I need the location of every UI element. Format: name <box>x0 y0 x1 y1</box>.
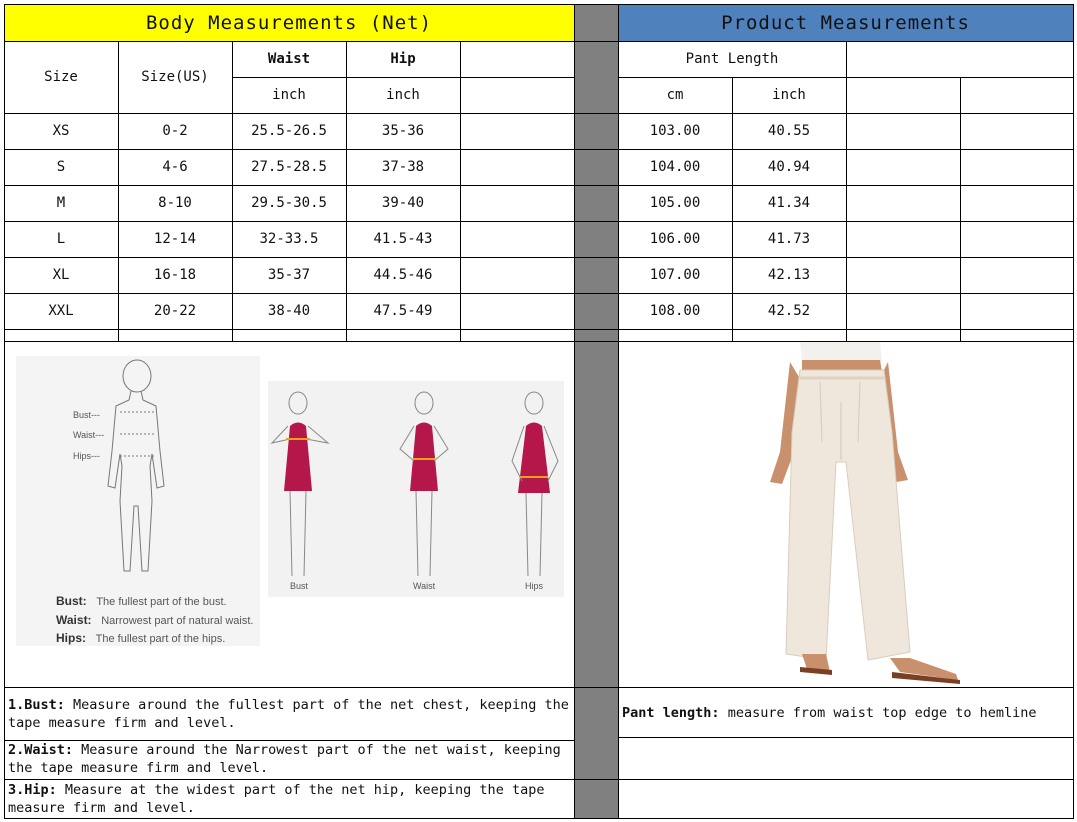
table-cell-cm: 107.00 <box>649 267 701 283</box>
table-cell-inch: 42.13 <box>767 267 811 283</box>
note-waist-term: 2.Waist: <box>8 742 74 758</box>
table-cell-size: S <box>56 159 66 175</box>
table-cell-cm: 103.00 <box>649 123 701 139</box>
table-cell-inch: 41.73 <box>767 231 811 247</box>
table-cell-hip: 41.5-43 <box>373 231 433 247</box>
def-bust: Bust: The fullest part of the bust. <box>56 594 227 608</box>
table-cell-size: XL <box>52 267 70 283</box>
marker-bust: Bust--- <box>73 410 100 420</box>
header-waist-unit: inch <box>272 87 306 103</box>
sandals <box>800 654 960 684</box>
table-cell-cm: 106.00 <box>649 231 701 247</box>
body-measure-diagram <box>16 356 260 646</box>
pose-label-waist: Waist <box>413 581 436 591</box>
header-unit-cm: cm <box>666 87 684 103</box>
marker-hips: Hips--- <box>73 451 100 461</box>
table-cell-cm: 105.00 <box>649 195 701 211</box>
note-waist <box>4 741 574 779</box>
table-cell-size: XS <box>52 123 70 139</box>
header-hip: Hip <box>390 51 416 67</box>
note-pant-length-term: Pant length: <box>622 705 720 721</box>
table-cell-waist: 32-33.5 <box>259 231 319 247</box>
note-waist-text: Measure around the Narrowest part of the net waist, keeping the tape measure firm and level. <box>8 742 561 776</box>
table-cell-cm: 108.00 <box>649 303 701 319</box>
table-cell-us: 12-14 <box>153 231 197 247</box>
header-size: Size <box>44 69 78 85</box>
header-waist: Waist <box>267 51 311 67</box>
table-cell-us: 4-6 <box>162 159 188 175</box>
header-size-us: Size(US) <box>141 69 209 85</box>
table-cell-hip: 35-36 <box>381 123 425 139</box>
note-hip <box>4 781 574 819</box>
table-cell-us: 0-2 <box>162 123 188 139</box>
pants-product-image <box>760 342 970 686</box>
header-unit-inch: inch <box>772 87 806 103</box>
note-pant-length-text: measure from waist top edge to hemline <box>727 705 1037 721</box>
table-cell-inch: 40.94 <box>767 159 811 175</box>
table-cell-us: 20-22 <box>153 303 197 319</box>
table-cell-inch: 42.52 <box>767 303 811 319</box>
header-hip-unit: inch <box>386 87 420 103</box>
pose-label-bust: Bust <box>290 581 309 591</box>
header-pant-length: Pant Length <box>685 51 779 67</box>
body-measurements-title: Body Measurements (Net) <box>4 4 574 41</box>
def-waist: Waist: Narrowest part of natural waist. <box>56 613 254 627</box>
product-measurements-title: Product Measurements <box>618 4 1073 41</box>
note-hip-text: Measure at the widest part of the net hip, keeping the tape measure firm and level. <box>8 782 545 816</box>
table-cell-waist: 27.5-28.5 <box>251 159 327 175</box>
table-cell-hip: 47.5-49 <box>373 303 433 319</box>
separator-column <box>574 4 618 818</box>
note-pant-length <box>618 704 1073 726</box>
note-bust-term: 1.Bust: <box>8 697 65 713</box>
marker-waist: Waist--- <box>73 430 105 440</box>
table-cell-waist: 38-40 <box>267 303 311 319</box>
table-cell-size: XXL <box>48 303 74 319</box>
table-cell-size: L <box>56 231 66 247</box>
note-hip-term: 3.Hip: <box>8 782 57 798</box>
table-cell-us: 8-10 <box>158 195 192 211</box>
table-cell-waist: 29.5-30.5 <box>251 195 327 211</box>
table-cell-hip: 37-38 <box>381 159 425 175</box>
note-bust <box>4 696 574 740</box>
table-cell-hip: 39-40 <box>381 195 425 211</box>
table-cell-waist: 35-37 <box>267 267 311 283</box>
note-bust-text: Measure around the fullest part of the net chest, keeping the tape measure firm and level. <box>8 697 569 731</box>
table-cell-cm: 104.00 <box>649 159 701 175</box>
table-cell-waist: 25.5-26.5 <box>251 123 327 139</box>
table-cell-us: 16-18 <box>153 267 197 283</box>
table-cell-inch: 40.55 <box>767 123 811 139</box>
table-cell-hip: 44.5-46 <box>373 267 433 283</box>
table-cell-size: M <box>56 195 66 211</box>
def-hips: Hips: The fullest part of the hips. <box>56 631 226 645</box>
measuring-poses-diagram <box>268 381 564 597</box>
pose-label-hips: Hips <box>525 581 544 591</box>
table-cell-inch: 41.34 <box>767 195 811 211</box>
